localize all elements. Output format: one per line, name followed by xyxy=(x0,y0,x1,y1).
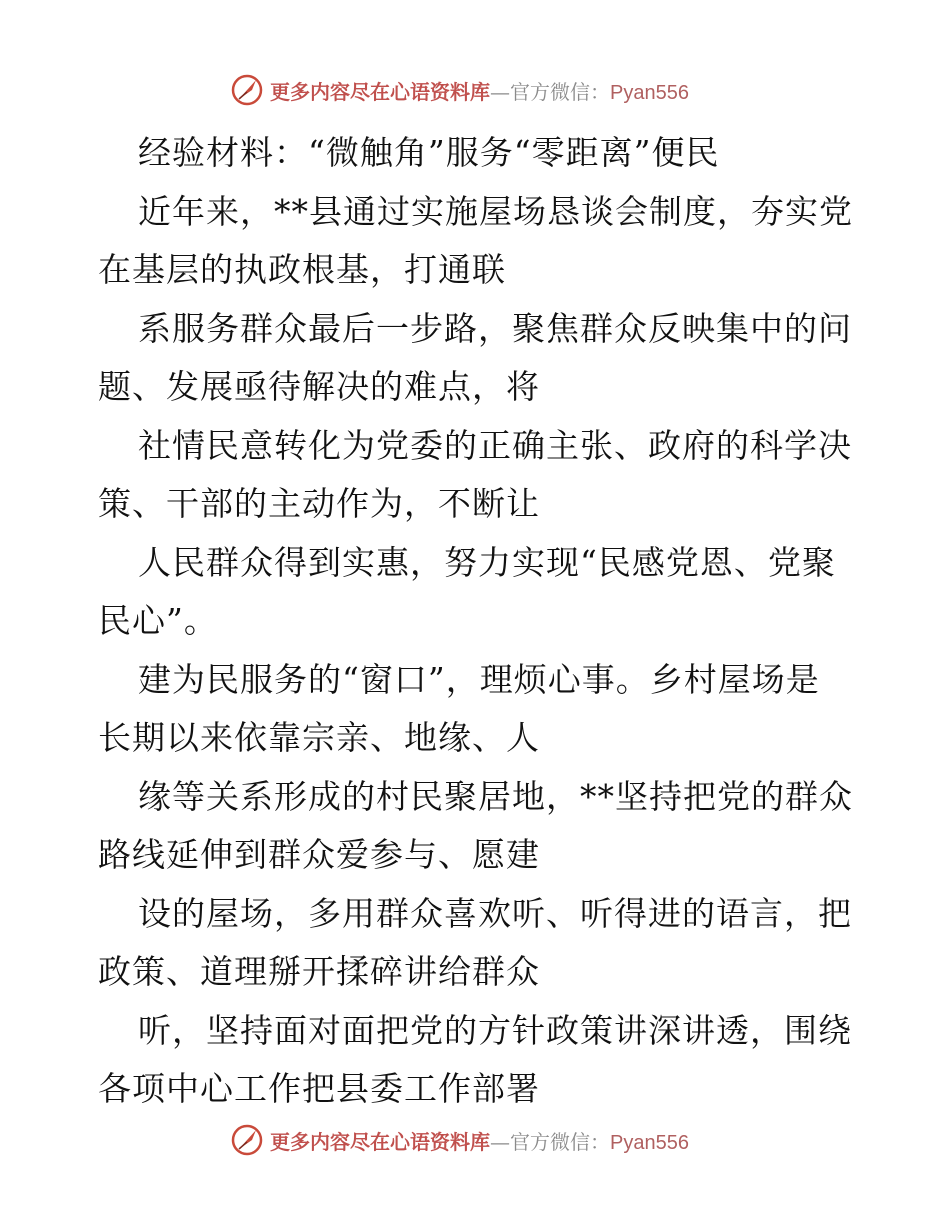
banner-text xyxy=(270,1126,689,1155)
banner-dash: — xyxy=(490,79,510,104)
text-line: 在基层的执政根基，打通联 xyxy=(98,250,506,289)
banner-wechat-label: 官方微信： xyxy=(510,1129,610,1154)
text-line: 路线延伸到群众爱参与、愿建 xyxy=(98,835,540,874)
document-body xyxy=(98,124,858,1119)
text-line: 经验材料：“微触角”服务“零距离”便民 xyxy=(138,133,720,172)
banner-wechat-id: Pyan556 xyxy=(610,1131,689,1154)
banner-wechat-id: Pyan556 xyxy=(610,81,689,104)
text-line: 人民群众得到实惠，努力实现“民感党恩、党聚 xyxy=(138,542,836,582)
text-line: 听，坚持面对面把党的方针政策讲深讲透，围绕 xyxy=(138,1010,852,1050)
text-line: 各项中心工作把县委工作部署 xyxy=(98,1069,540,1108)
header-banner xyxy=(230,70,750,110)
quill-logo-icon xyxy=(230,73,264,107)
text-line: 策、干部的主动作为，不断让 xyxy=(98,484,540,523)
banner-main-text: 更多内容尽在心语资料库 xyxy=(270,1129,490,1154)
banner-wechat-label: 官方微信： xyxy=(510,79,610,104)
text-line: 近年来，**县通过实施屋场恳谈会制度，夯实党 xyxy=(138,191,853,231)
text-line: 社情民意转化为党委的正确主张、政府的科学决 xyxy=(138,425,852,465)
text-line: 题、发展亟待解决的难点，将 xyxy=(98,367,540,406)
text-line: 长期以来依靠宗亲、地缘、人 xyxy=(98,718,540,757)
text-line: 设的屋场，多用群众喜欢听、听得进的语言，把 xyxy=(138,893,852,933)
text-line: 政策、道理掰开揉碎讲给群众 xyxy=(98,952,540,991)
banner-dash: — xyxy=(490,1129,510,1154)
quill-logo-icon xyxy=(230,1123,264,1157)
text-line: 系服务群众最后一步路，聚焦群众反映集中的问 xyxy=(138,308,852,348)
banner-text xyxy=(270,76,689,105)
footer-banner xyxy=(230,1120,750,1160)
text-line: 民心”。 xyxy=(98,601,218,640)
text-line: 缘等关系形成的村民聚居地，**坚持把党的群众 xyxy=(138,776,853,816)
banner-main-text: 更多内容尽在心语资料库 xyxy=(270,79,490,104)
text-line: 建为民服务的“窗口”，理烦心事。乡村屋场是 xyxy=(138,659,820,699)
